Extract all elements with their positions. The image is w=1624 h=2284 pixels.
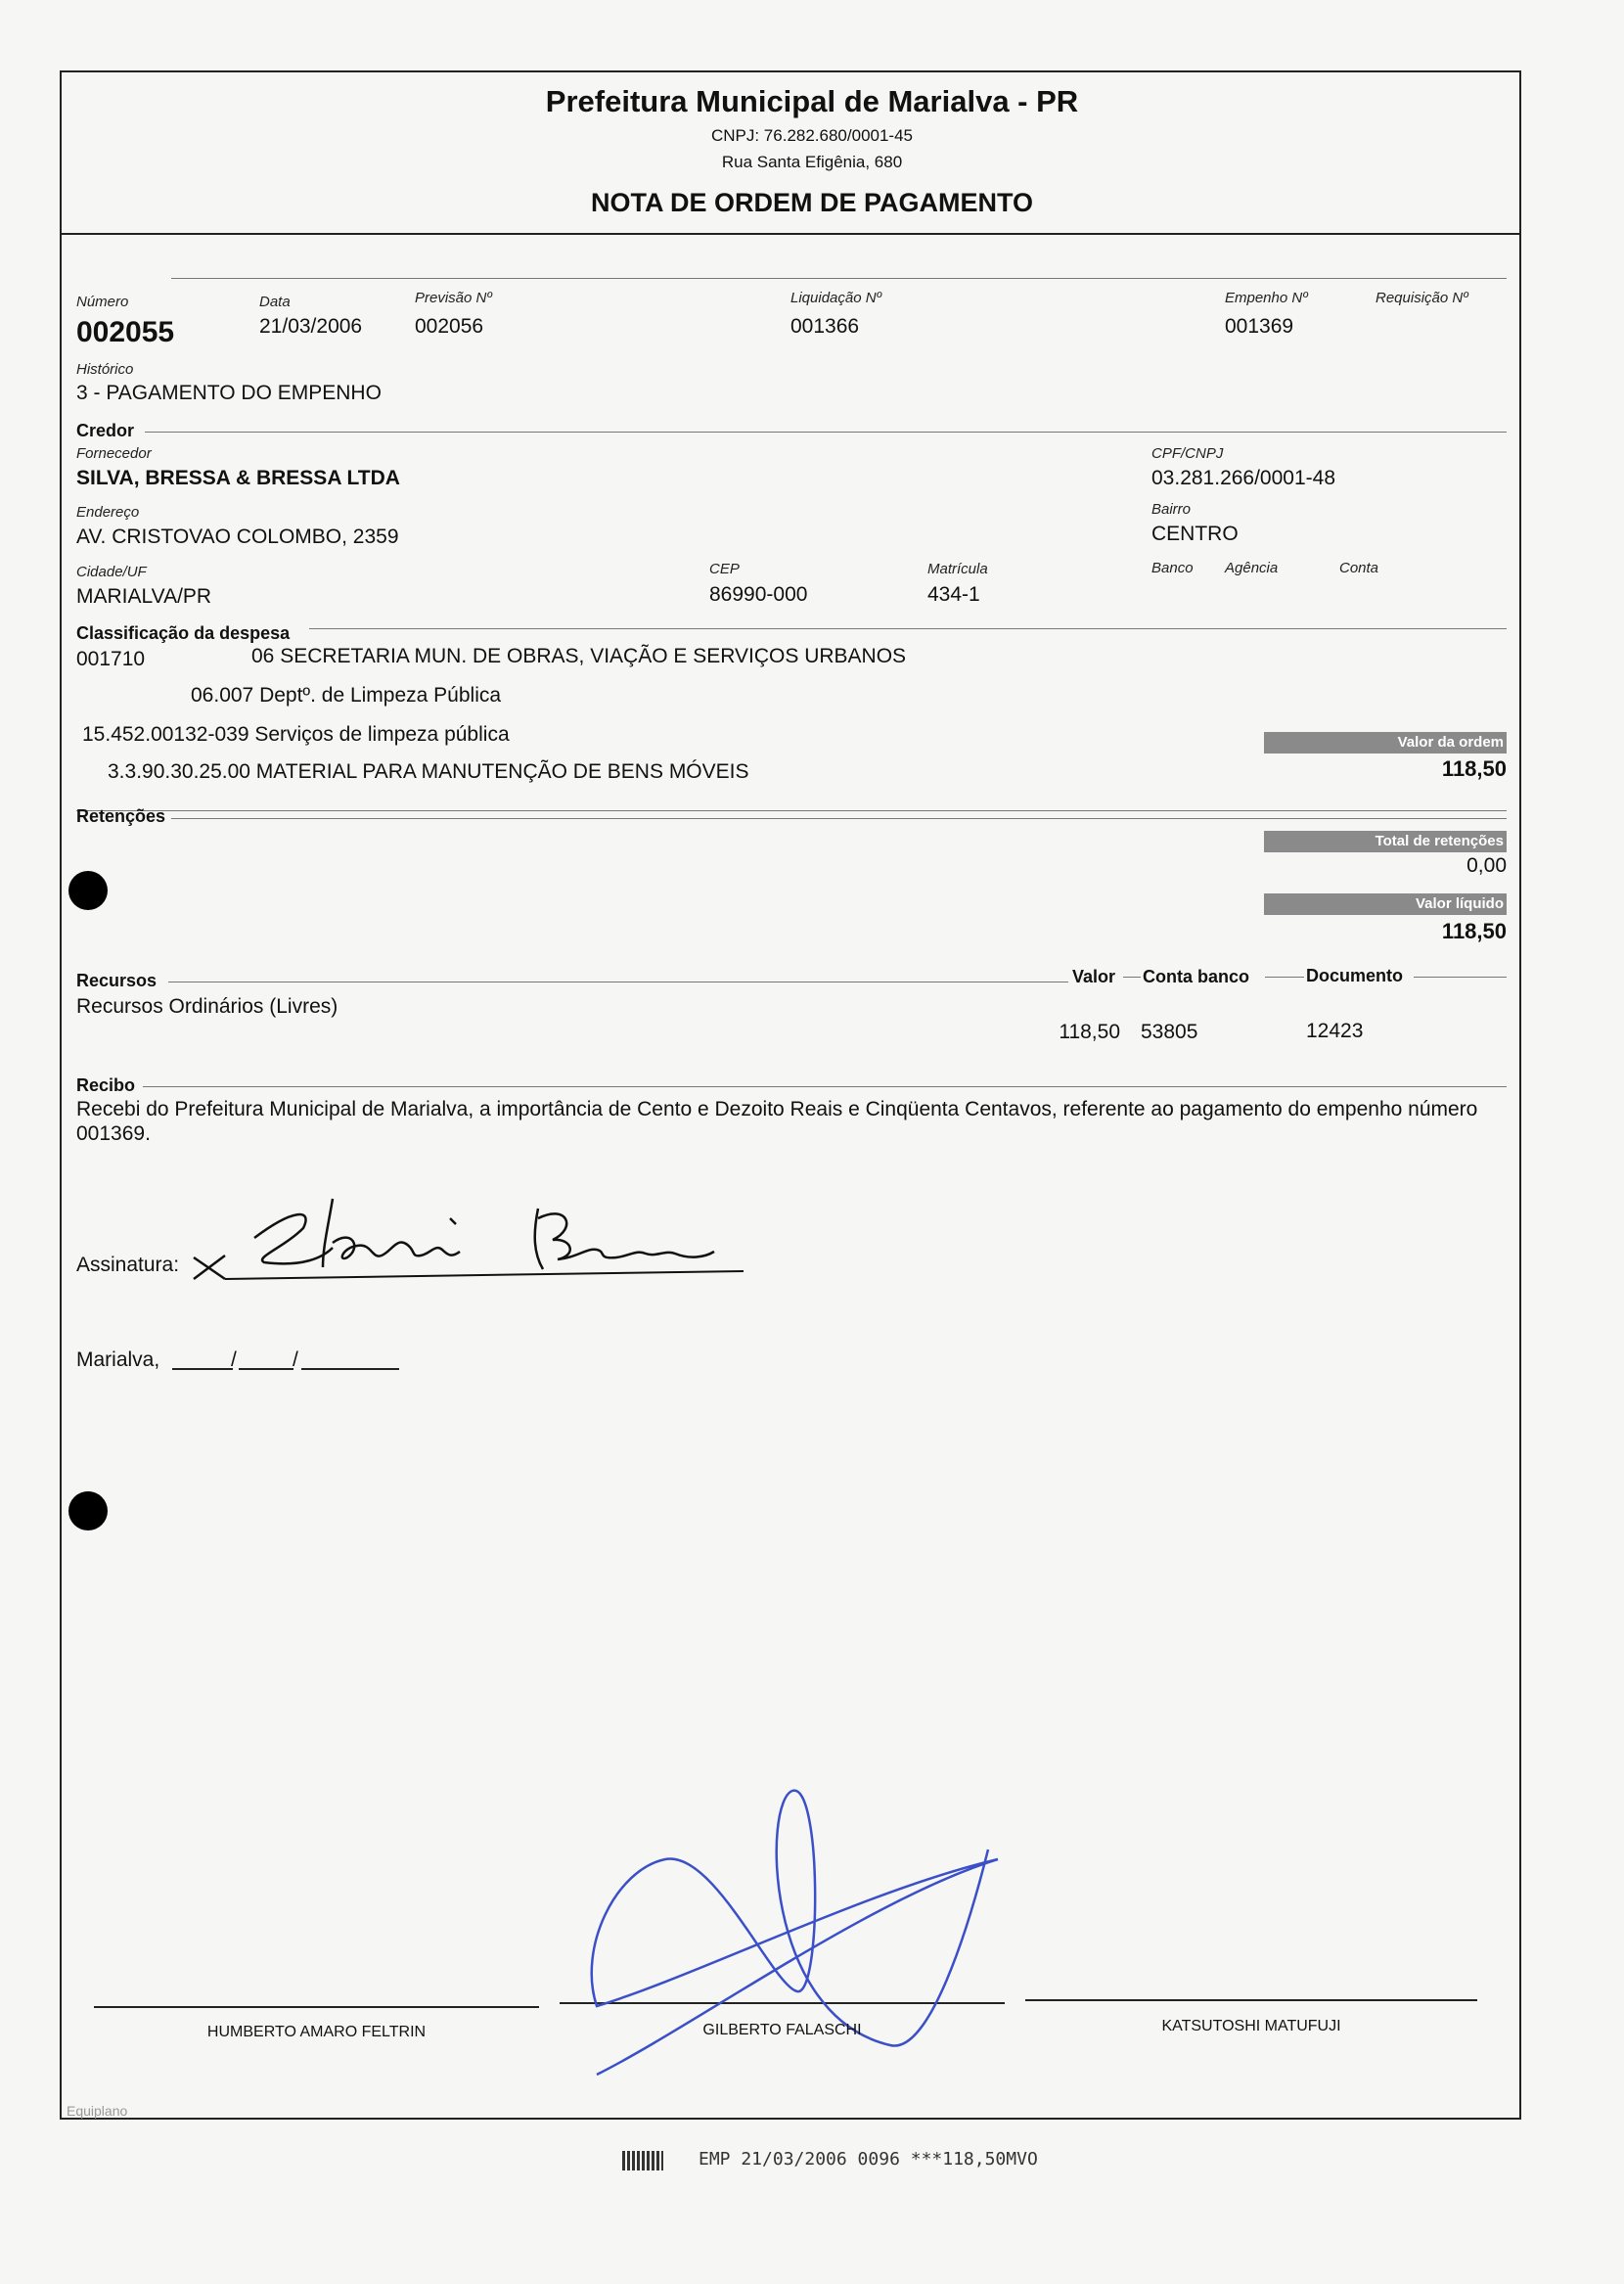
cpf-value: 03.281.266/0001-48: [1151, 467, 1336, 489]
historico-label: Histórico: [76, 361, 134, 378]
signature-line-1: [94, 2006, 539, 2008]
liquidacao-value: 001366: [790, 315, 860, 338]
fornecedor-value: SILVA, BRESSA & BRESSA LTDA: [76, 467, 400, 489]
valor-ordem-label: Valor da ordem: [1264, 732, 1507, 754]
stamp-logo-icon: [622, 2151, 663, 2170]
recursos-documento-rule: [1414, 977, 1507, 978]
recursos-valor-rule: [1123, 977, 1141, 978]
requisicao-label: Requisição Nº: [1376, 290, 1468, 306]
recursos-documento: 12423: [1306, 1020, 1364, 1042]
recibo-rule: [143, 1086, 1507, 1087]
date-day-line: [172, 1368, 233, 1370]
conta-label: Conta: [1339, 560, 1379, 576]
fornecedor-label: Fornecedor: [76, 445, 152, 462]
local-label: Marialva,: [76, 1348, 160, 1371]
recursos-conta: 53805: [1141, 1021, 1198, 1043]
liquidacao-label: Liquidação Nº: [790, 290, 882, 306]
classificacao-line2: 06.007 Deptº. de Limpeza Pública: [191, 684, 502, 707]
numero-value: 002055: [76, 316, 175, 348]
recursos-documento-label: Documento: [1306, 966, 1403, 985]
date-year-line: [301, 1368, 399, 1370]
empenho-label: Empenho Nº: [1225, 290, 1308, 306]
recursos-section: Recursos: [76, 971, 158, 990]
agencia-label: Agência: [1225, 560, 1279, 576]
endereco-value: AV. CRISTOVAO COLOMBO, 2359: [76, 525, 399, 548]
bairro-value: CENTRO: [1151, 523, 1239, 545]
header-separator: [60, 233, 1521, 235]
municipality-title: Prefeitura Municipal de Marialva - PR: [545, 84, 1079, 118]
classificacao-bottom-rule: [76, 810, 1507, 811]
matricula-value: 434-1: [927, 583, 980, 606]
signatory-2: GILBERTO FALASCHI: [702, 2022, 862, 2038]
recursos-valor-label: Valor: [1072, 967, 1116, 986]
classificacao-rule: [309, 628, 1507, 629]
recursos-conta-label: Conta banco: [1143, 967, 1250, 986]
punch-hole-top: [68, 871, 108, 910]
classificacao-code: 001710: [76, 648, 146, 670]
numero-label: Número: [76, 294, 129, 310]
address-line: Rua Santa Efigênia, 680: [721, 153, 903, 171]
banco-label: Banco: [1151, 560, 1194, 576]
document-title: NOTA DE ORDEM DE PAGAMENTO: [590, 188, 1033, 217]
equiplano-brand: Equiplano: [67, 2103, 128, 2119]
date-sep-2: /: [293, 1348, 298, 1371]
recibo-text: Recebi do Prefeitura Municipal de Marialva, a importância de Cento e Dezoito Reais e Cinqüenta Centavos, referente ao pagamento do empenho número 001369.: [76, 1098, 1478, 1145]
bairro-label: Bairro: [1151, 501, 1192, 518]
signatory-1: HUMBERTO AMARO FELTRIN: [206, 2024, 427, 2040]
data-value: 21/03/2006: [259, 315, 363, 338]
punch-hole-bottom: [68, 1491, 108, 1530]
previsao-value: 002056: [415, 315, 484, 338]
date-month-line: [239, 1368, 293, 1370]
total-retencoes-value: 0,00: [1466, 854, 1507, 877]
matricula-label: Matrícula: [927, 561, 988, 577]
payment-stamp: EMP 21/03/2006 0096 ***118,50MVO: [699, 2149, 1038, 2170]
classificacao-line3: 15.452.00132-039 Serviços de limpeza pública: [82, 723, 510, 746]
cidade-value: MARIALVA/PR: [76, 585, 212, 608]
cep-label: CEP: [709, 561, 740, 577]
previsao-label: Previsão Nº: [415, 290, 492, 306]
valor-liquido-value: 118,50: [1441, 919, 1507, 943]
assinatura-label: Assinatura:: [76, 1254, 180, 1276]
cnpj-line: CNPJ: 76.282.680/0001-45: [710, 126, 914, 145]
retencoes-section: Retenções: [76, 806, 166, 826]
retencoes-rule: [171, 818, 1507, 819]
data-label: Data: [259, 294, 291, 310]
recursos-valor: 118,50: [1059, 1021, 1120, 1043]
empenho-value: 001369: [1225, 315, 1294, 338]
historico-value: 3 - PAGAMENTO DO EMPENHO: [76, 382, 382, 404]
recursos-fonte: Recursos Ordinários (Livres): [76, 995, 338, 1018]
cep-value: 86990-000: [709, 583, 808, 606]
ids-rule: [171, 278, 1507, 279]
signature-line-3: [1025, 1999, 1477, 2001]
recursos-conta-rule: [1265, 977, 1304, 978]
valor-liquido-label: Valor líquido: [1264, 893, 1507, 915]
date-sep-1: /: [231, 1348, 237, 1371]
credor-rule: [145, 432, 1507, 433]
valor-ordem-value: 118,50: [1441, 756, 1507, 781]
total-retencoes-label: Total de retenções: [1264, 831, 1507, 852]
credor-section: Credor: [76, 421, 135, 440]
classificacao-line4: 3.3.90.30.25.00 MATERIAL PARA MANUTENÇÃO DE BENS MÓVEIS: [108, 760, 749, 783]
classificacao-line1: 06 SECRETARIA MUN. DE OBRAS, VIAÇÃO E SERVIÇOS URBANOS: [251, 645, 907, 667]
cidade-label: Cidade/UF: [76, 564, 147, 580]
signatory-3: KATSUTOSHI MATUFUJI: [1161, 2018, 1341, 2034]
endereco-label: Endereço: [76, 504, 140, 521]
cpf-label: CPF/CNPJ: [1151, 445, 1224, 462]
recibo-section: Recibo: [76, 1075, 136, 1095]
classificacao-section: Classificação da despesa: [76, 623, 291, 643]
handwritten-signature: [186, 1189, 753, 1287]
